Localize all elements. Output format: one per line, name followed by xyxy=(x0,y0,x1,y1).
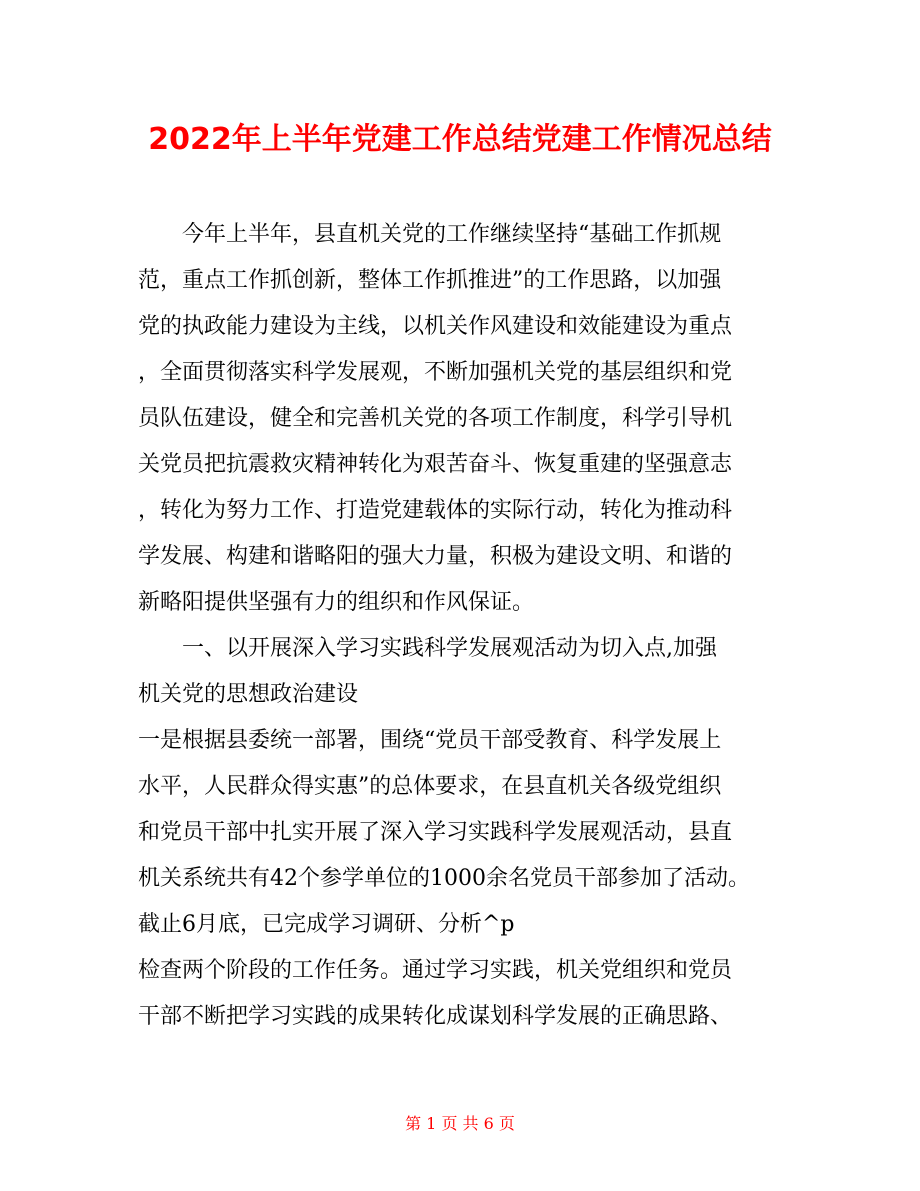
text-line: 和党员干部中扎实开展了深入学习实践科学发展观活动，县直 xyxy=(138,820,733,845)
text-line: 学发展、构建和谐略阳的强大力量，积极为建设文明、和谐的 xyxy=(138,544,733,569)
page-footer: 第 1 页 共 6 页 xyxy=(405,1114,515,1133)
section-heading-line: 机关党的思想政治建设 xyxy=(138,682,359,707)
text-line: ，转化为努力工作、打造党建载体的实际行动，转化为推动科 xyxy=(138,498,733,523)
document-body xyxy=(138,212,798,1040)
text-line: 一是根据县委统一部署，围绕“党员干部受教育、科学发展上 xyxy=(138,728,722,753)
document-title: 2022年上半年党建工作总结党建工作情况总结 xyxy=(148,122,772,157)
text-line: 检查两个阶段的工作任务。通过学习实践，机关党组织和党员 xyxy=(138,958,733,983)
text-line: 水平，人民群众得实惠”的总体要求，在县直机关各级党组织 xyxy=(138,774,722,799)
text-line: 干部不断把学习实践的成果转化成谋划科学发展的正确思路、 xyxy=(138,1004,733,1029)
text-line: 今年上半年，县直机关党的工作继续坚持“基础工作抓规 xyxy=(182,222,722,247)
text-line: ，全面贯彻落实科学发展观，不断加强机关党的基层组织和党 xyxy=(138,360,733,385)
text-line: 机关系统共有42个参学单位的1000余名党员干部参加了活动。 xyxy=(138,866,750,891)
text-line: 截止6月底，已完成学习调研、分析^p xyxy=(138,912,515,937)
text-line: 新略阳提供坚强有力的组织和作风保证。 xyxy=(138,590,535,615)
text-line: 范，重点工作抓创新，整体工作抓推进”的工作思路，以加强 xyxy=(138,268,722,293)
section-heading-line: 一、以开展深入学习实践科学发展观活动为切入点,加强 xyxy=(182,636,717,661)
text-line: 党的执政能力建设为主线，以机关作风建设和效能建设为重点 xyxy=(138,314,733,339)
text-line: 关党员把抗震救灾精神转化为艰苦奋斗、恢复重建的坚强意志 xyxy=(138,452,733,477)
text-line: 员队伍建设，健全和完善机关党的各项工作制度，科学引导机 xyxy=(138,406,733,431)
